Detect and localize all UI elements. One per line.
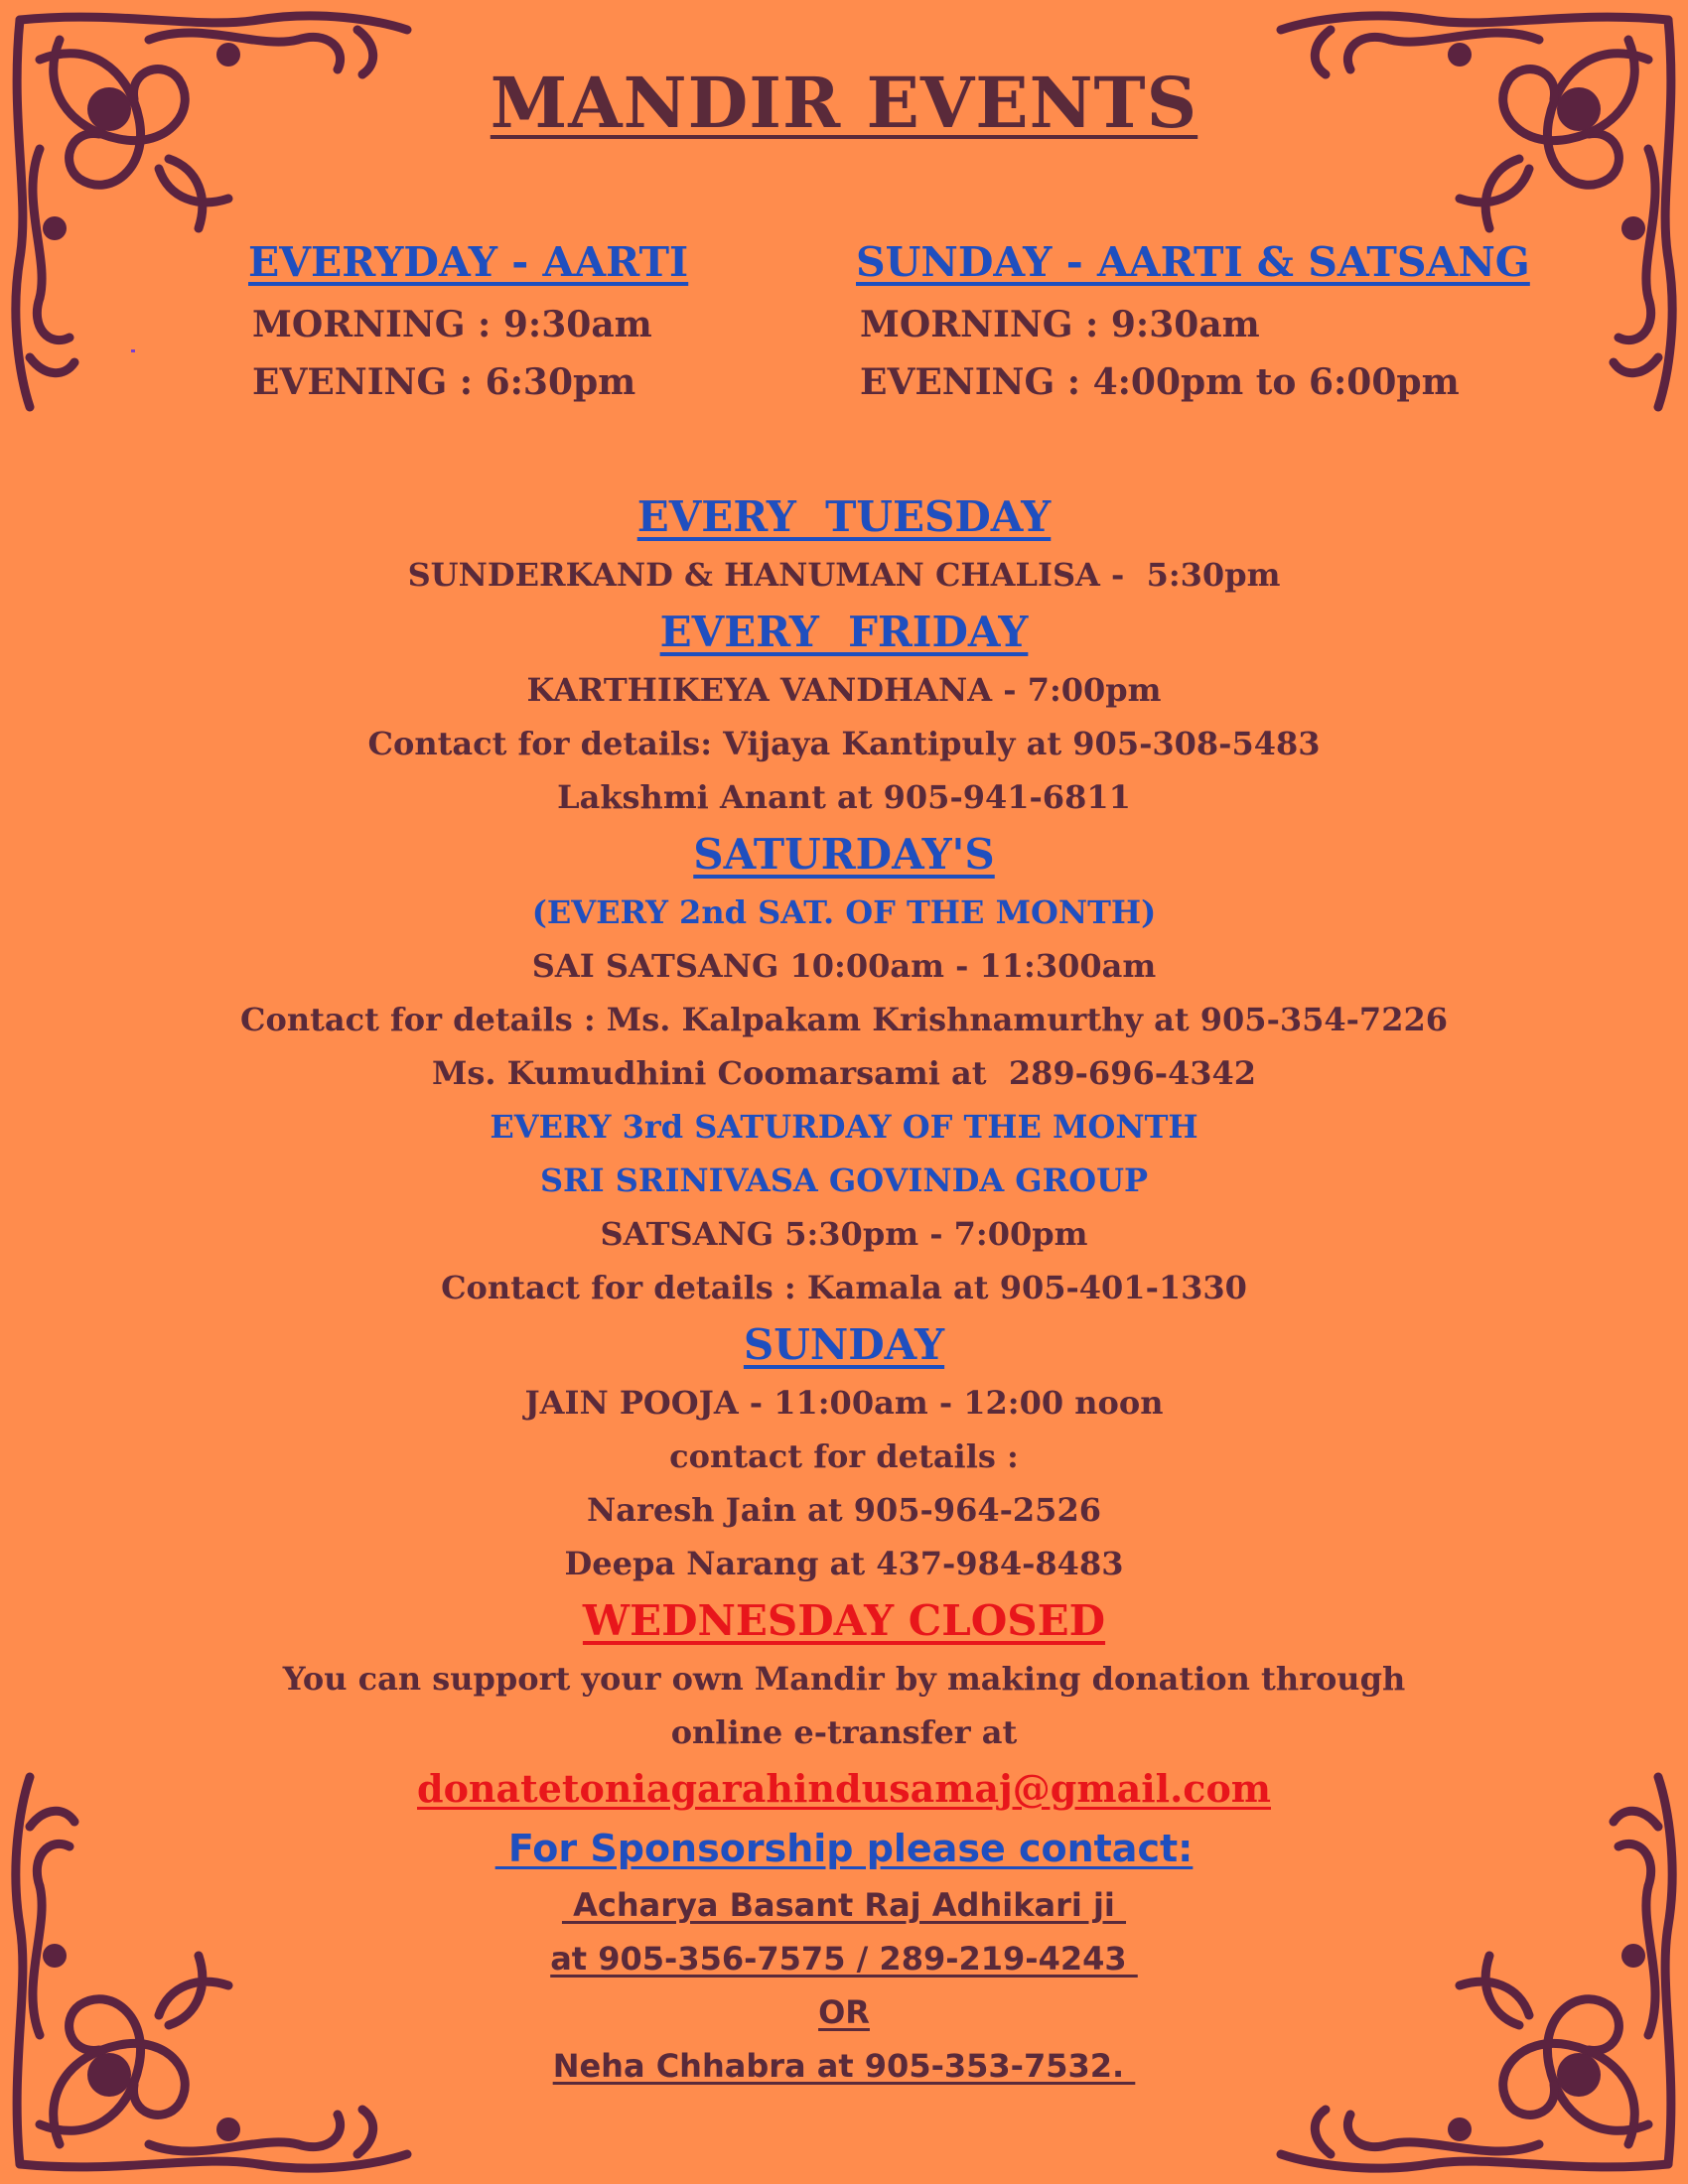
donation-text-1: You can support your own Mandir by making donation through (282, 1660, 1406, 1698)
saturday-contact-2: Ms. Kumudhini Coomarsami at 289-696-4342 (431, 1054, 1257, 1092)
sunday-aarti-heading: SUNDAY - AARTI & SATSANG (856, 238, 1530, 286)
everyday-aarti-heading: EVERYDAY - AARTI (248, 238, 689, 286)
everyday-aarti-section (248, 238, 688, 419)
srinivasa-group: SRI SRINIVASA GOVINDA GROUP (539, 1161, 1149, 1199)
page-title-text: MANDIR EVENTS (490, 62, 1198, 144)
saturday-subheading: (EVERY 2nd SAT. OF THE MONTH) (531, 893, 1157, 931)
donation-email-link[interactable]: donatetoniagarahindusamaj@gmail.com (417, 1766, 1271, 1811)
everyday-evening-time: EVENING : 6:30pm (252, 361, 636, 403)
saturday-event: SAI SATSANG 10:00am - 11:300am (531, 947, 1157, 985)
sponsorship-heading: For Sponsorship please contact: (494, 1827, 1194, 1870)
sunday-evening-time: EVENING : 4:00pm to 6:00pm (860, 361, 1460, 403)
wednesday-closed-notice: WEDNESDAY CLOSED (582, 1596, 1106, 1645)
friday-contact-2: Lakshmi Anant at 905-941-6811 (557, 778, 1131, 816)
sunday-contact-1: Naresh Jain at 905-964-2526 (587, 1491, 1101, 1529)
friday-heading: EVERY FRIDAY (659, 608, 1029, 656)
saturday-contact-1: Contact for details : Ms. Kalpakam Krishnamurthy at 905-354-7226 (240, 1001, 1448, 1038)
sunday-heading: SUNDAY (743, 1320, 945, 1369)
sunday-event: JAIN POOJA - 11:00am - 12:00 noon (524, 1384, 1164, 1422)
friday-event: KARTHIKEYA VANDHANA - 7:00pm (526, 671, 1162, 709)
sunday-contact-2: Deepa Narang at 437-984-8483 (564, 1545, 1124, 1582)
sunday-contact-label: contact for details : (669, 1437, 1019, 1475)
stray-mark (131, 349, 135, 352)
saturday-heading: SATURDAY'S (693, 830, 995, 879)
everyday-morning-time: MORNING : 9:30am (252, 304, 652, 345)
page-title (0, 62, 1688, 144)
third-saturday-heading: EVERY 3rd SATURDAY OF THE MONTH (490, 1108, 1198, 1146)
sponsorship-or: OR (818, 1993, 870, 2031)
third-saturday-contact: Contact for details : Kamala at 905-401-1330 (441, 1269, 1247, 1306)
sunday-aarti-section (856, 238, 1530, 419)
sponsorship-name: Acharya Basant Raj Adhikari ji (561, 1886, 1127, 1924)
friday-contact-1: Contact for details: Vijaya Kantipuly at 905-308-5483 (367, 725, 1321, 762)
sunday-morning-time: MORNING : 9:30am (860, 304, 1260, 345)
tuesday-event: SUNDERKAND & HANUMAN CHALISA - 5:30pm (407, 556, 1281, 594)
donation-text-2: online e-transfer at (670, 1713, 1018, 1751)
sponsorship-phones: at 905-356-7575 / 289-219-4243 (550, 1940, 1138, 1978)
tuesday-heading: EVERY TUESDAY (636, 492, 1052, 541)
third-saturday-satsang: SATSANG 5:30pm - 7:00pm (600, 1215, 1088, 1253)
events-list (0, 486, 1688, 2093)
sponsorship-alt-contact: Neha Chhabra at 905-353-7532. (552, 2047, 1136, 2085)
